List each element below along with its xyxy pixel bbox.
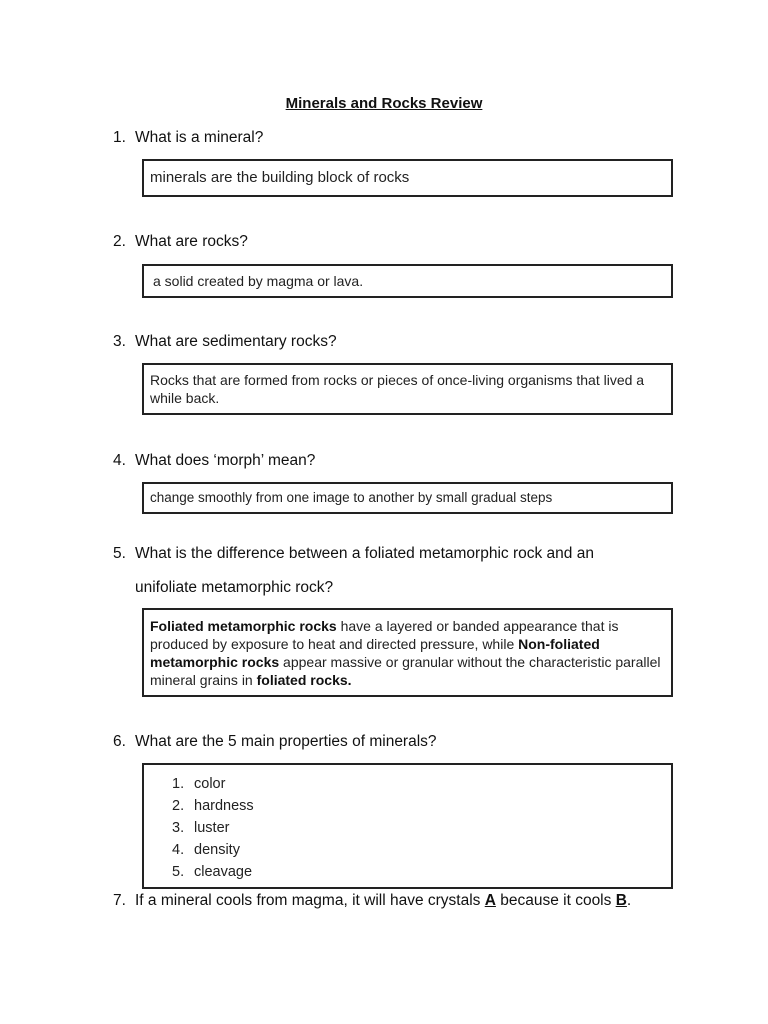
list-item: 2. hardness [172, 798, 254, 814]
answer-box-1[interactable] [142, 159, 673, 197]
answer-box-6[interactable] [142, 763, 673, 889]
answer-bold: Foliated metamorphic rocks [150, 618, 337, 634]
question-text: What is a mineral? [135, 129, 264, 146]
question-2 [113, 232, 248, 252]
answer-text: minerals are the building block of rocks [150, 169, 410, 186]
question-number: 1. [113, 129, 126, 146]
question-number: 4. [113, 452, 126, 469]
question-5 [113, 544, 594, 564]
answer-box-4[interactable] [142, 482, 673, 514]
answer-bold: foliated rocks. [256, 672, 352, 688]
question-5-continued: unifoliate metamorphic rock? [135, 579, 334, 596]
list-item: 5. cleavage [172, 864, 253, 880]
blank-b: B [615, 892, 627, 909]
question-text: What are the 5 main properties of minerals? [135, 733, 437, 750]
question-text: If a mineral cools from magma, it will have crystals [135, 892, 485, 909]
question-text: What does ‘morph’ mean? [135, 452, 316, 469]
question-number: 3. [113, 333, 126, 350]
answer-text: have a layered or banded appearance that is produced by exposure to heat and directed pressure, while [150, 618, 619, 652]
question-number: 6. [113, 733, 126, 750]
question-number: 7. [113, 892, 126, 909]
list-item: 4. density [172, 842, 240, 858]
question-text: What are rocks? [135, 233, 248, 250]
question-6 [113, 732, 437, 752]
list-item: 1. color [172, 776, 226, 792]
answer-bold: Non-foliated metamorphic rocks [150, 636, 600, 670]
properties-list [150, 773, 665, 883]
answer-box-5[interactable] [142, 608, 673, 697]
answer-text: appear massive or granular without the characteristic parallel mineral grains in [150, 654, 661, 688]
page-title: Minerals and Rocks Review [285, 95, 483, 112]
question-4 [113, 451, 315, 471]
question-text: . [626, 892, 632, 909]
question-text: What are sedimentary rocks? [135, 333, 337, 350]
answer-box-3[interactable] [142, 363, 673, 415]
answer-text: Rocks that are formed from rocks or pieces of once-living organisms that lived a while back. [150, 372, 645, 406]
answer-text: a solid created by magma or lava. [153, 273, 364, 289]
blank-a: A [484, 892, 496, 909]
question-text: because it cools [495, 892, 616, 909]
question-3 [113, 332, 337, 352]
question-7 [113, 891, 631, 911]
question-1 [113, 128, 263, 148]
question-number: 5. [113, 545, 126, 562]
question-text: What is the difference between a foliated metamorphic rock and an [135, 545, 594, 562]
question-number: 2. [113, 233, 126, 250]
answer-box-2[interactable] [142, 264, 673, 298]
list-item: 3. luster [172, 820, 230, 836]
answer-text: change smoothly from one image to another by small gradual steps [150, 490, 553, 505]
